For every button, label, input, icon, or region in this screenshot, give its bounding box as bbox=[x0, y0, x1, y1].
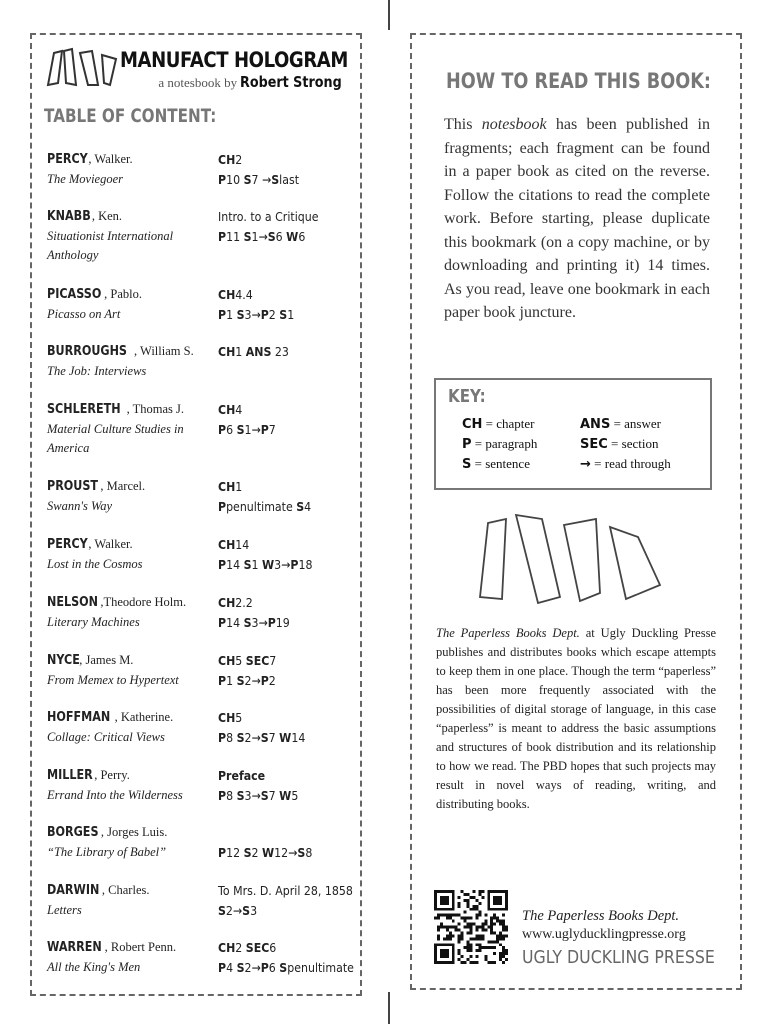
instructions-panel bbox=[410, 33, 742, 990]
citation-line: P12 S2 W12→S8 bbox=[218, 844, 313, 860]
citation-line: P11 S1→S6 W6 bbox=[218, 228, 306, 244]
citation-line: P10 S7 →Slast bbox=[218, 171, 300, 187]
about-text: at Ugly Duckling Presse publishes and distributes books which escape attempts to keep them in one place. Though the term “paperless” has been more frequently associated with the possibilities of digital storage of language, in this case “paperless” is meant to address the basic assumptions and structures of book distribution and its relationship to how we read. The PBD hopes that such projects may result in novel ways of reading, writing, and distributing books. bbox=[436, 626, 716, 811]
author-surname: MILLER bbox=[47, 768, 93, 783]
fragments-logo bbox=[44, 45, 120, 89]
author-given-name: , James M. bbox=[79, 653, 134, 667]
key-item: → = read through bbox=[580, 456, 671, 472]
key-item: CH = chapter bbox=[462, 416, 535, 432]
fragments-illustration bbox=[476, 511, 666, 607]
citation-line: S2→S3 bbox=[218, 902, 258, 918]
work-title: Swann's Way bbox=[47, 498, 113, 513]
work-title: “The Library of Babel” bbox=[47, 844, 167, 859]
key-item: SEC = section bbox=[580, 436, 659, 452]
instructions-text bbox=[444, 113, 710, 325]
work-title: Errand Into the Wilderness bbox=[47, 787, 183, 802]
author-surname: PICASSO bbox=[47, 287, 102, 302]
key-heading: KEY: bbox=[448, 386, 486, 407]
citation-line: CH1 ANS 23 bbox=[218, 344, 289, 359]
citation-line: Intro. to a Critique bbox=[218, 209, 319, 224]
cut-line-bottom bbox=[388, 992, 390, 1024]
citation-line: P1 S2→P2 bbox=[218, 672, 276, 688]
intro-rest: has been published in fragments; each fragment can be found in a paper book as cited on the reverse. Follow the citations to read the complete work. Before starting, please duplicate this bookmark (on a copy machine, or by downloading and printing it) 14 times. As you read, leave one bookmark in each paper book juncture. bbox=[444, 116, 710, 321]
citation-line: CH4.4 bbox=[218, 287, 253, 302]
citation-line: P14 S1 W3→P18 bbox=[218, 556, 313, 572]
work-title: Situationist International bbox=[47, 228, 174, 243]
how-to-read-heading: HOW TO READ THIS BOOK: bbox=[446, 69, 711, 93]
citation-line: Ppenultimate S4 bbox=[218, 498, 312, 514]
cut-line-top bbox=[388, 0, 390, 30]
work-title: America bbox=[47, 441, 90, 455]
book-title: MANUFACT HOLOGRAM bbox=[120, 48, 348, 72]
citation-line: CH4 bbox=[218, 402, 243, 417]
author-surname: HOFFMAN bbox=[47, 710, 111, 725]
citation-line: P8 S2→S7 W14 bbox=[218, 729, 306, 745]
work-title: Anthology bbox=[47, 248, 99, 262]
website-link[interactable]: www.uglyducklingpresse.org bbox=[522, 927, 686, 942]
work-title: Picasso on Art bbox=[47, 306, 121, 321]
citation-line: CH1 bbox=[218, 479, 243, 494]
author-surname: DARWIN bbox=[47, 883, 100, 898]
author-given-name: , Katherine. bbox=[114, 710, 174, 724]
byline-prefix: a notesbook by bbox=[158, 75, 238, 90]
intro-emphasis: notesbook bbox=[481, 116, 547, 133]
work-title: Letters bbox=[47, 902, 82, 917]
intro-start: This bbox=[444, 116, 482, 133]
author-surname: PERCY bbox=[47, 537, 88, 552]
author-name: Robert Strong bbox=[240, 73, 343, 91]
about-dept: The Paperless Books Dept. bbox=[436, 626, 580, 640]
author-given-name: , Marcel. bbox=[100, 479, 146, 493]
citation-line: P14 S3→P19 bbox=[218, 614, 290, 630]
citation-line: P4 S2→P6 Spenultimate bbox=[218, 959, 354, 975]
work-title: Collage: Critical Views bbox=[47, 729, 165, 744]
citation-line: CH5 SEC7 bbox=[218, 653, 277, 668]
author-surname: KNABB bbox=[47, 209, 91, 224]
qr-code bbox=[434, 889, 508, 965]
author-given-name: ,Theodore Holm. bbox=[100, 595, 187, 609]
citation-line: CH14 bbox=[218, 537, 250, 552]
key-box bbox=[434, 378, 712, 490]
author-given-name: , William S. bbox=[134, 344, 194, 358]
author-surname: BURROUGHS bbox=[47, 344, 127, 359]
work-title: The Moviegoer bbox=[47, 171, 124, 186]
citation-line: CH2 SEC6 bbox=[218, 940, 277, 955]
author-surname: PROUST bbox=[47, 479, 99, 494]
author-surname: SCHLERETH bbox=[47, 402, 121, 417]
work-title: From Memex to Hypertext bbox=[47, 672, 179, 687]
author-surname: NELSON bbox=[47, 595, 99, 610]
table-of-contents-panel bbox=[30, 33, 362, 996]
citation-line: Preface bbox=[218, 768, 266, 783]
toc-heading: TABLE OF CONTENT: bbox=[44, 105, 217, 127]
citation-line: CH2.2 bbox=[218, 595, 253, 610]
citation-line: P6 S1→P7 bbox=[218, 421, 276, 437]
author-given-name: , Perry. bbox=[94, 768, 130, 782]
author-given-name: , Jorges Luis. bbox=[100, 825, 168, 839]
citation-line: P8 S3→S7 W5 bbox=[218, 787, 299, 803]
citation-line: To Mrs. D. April 28, 1858 bbox=[218, 883, 353, 898]
author-surname: WARREN bbox=[47, 940, 102, 955]
work-title: The Job: Interviews bbox=[47, 363, 147, 378]
author-given-name: , Robert Penn. bbox=[104, 940, 177, 954]
work-title: Lost in the Cosmos bbox=[47, 556, 143, 571]
key-item: S = sentence bbox=[462, 456, 530, 472]
key-item: ANS = answer bbox=[580, 416, 661, 432]
author-given-name: , Walker. bbox=[88, 537, 133, 551]
author-given-name: , Charles. bbox=[101, 883, 150, 897]
citation-line: CH5 bbox=[218, 710, 243, 725]
dept-name[interactable]: The Paperless Books Dept. bbox=[522, 908, 680, 924]
citation-line: CH2 bbox=[218, 152, 243, 167]
publisher-description bbox=[436, 624, 716, 814]
publisher-name: UGLY DUCKLING PRESSE bbox=[522, 948, 715, 968]
author-given-name: , Pablo. bbox=[104, 287, 143, 301]
byline bbox=[158, 73, 346, 91]
author-given-name: , Ken. bbox=[91, 209, 123, 223]
author-surname: BORGES bbox=[47, 825, 99, 840]
work-title: Literary Machines bbox=[47, 614, 140, 629]
work-title: Material Culture Studies in bbox=[47, 421, 184, 436]
author-surname: PERCY bbox=[47, 152, 88, 167]
author-given-name: , Thomas J. bbox=[126, 402, 185, 416]
work-title: All the King's Men bbox=[47, 959, 141, 974]
key-item: P = paragraph bbox=[462, 436, 538, 452]
citation-line: P1 S3→P2 S1 bbox=[218, 306, 295, 322]
author-given-name: , Walker. bbox=[88, 152, 133, 166]
author-surname: NYCE bbox=[47, 653, 80, 668]
